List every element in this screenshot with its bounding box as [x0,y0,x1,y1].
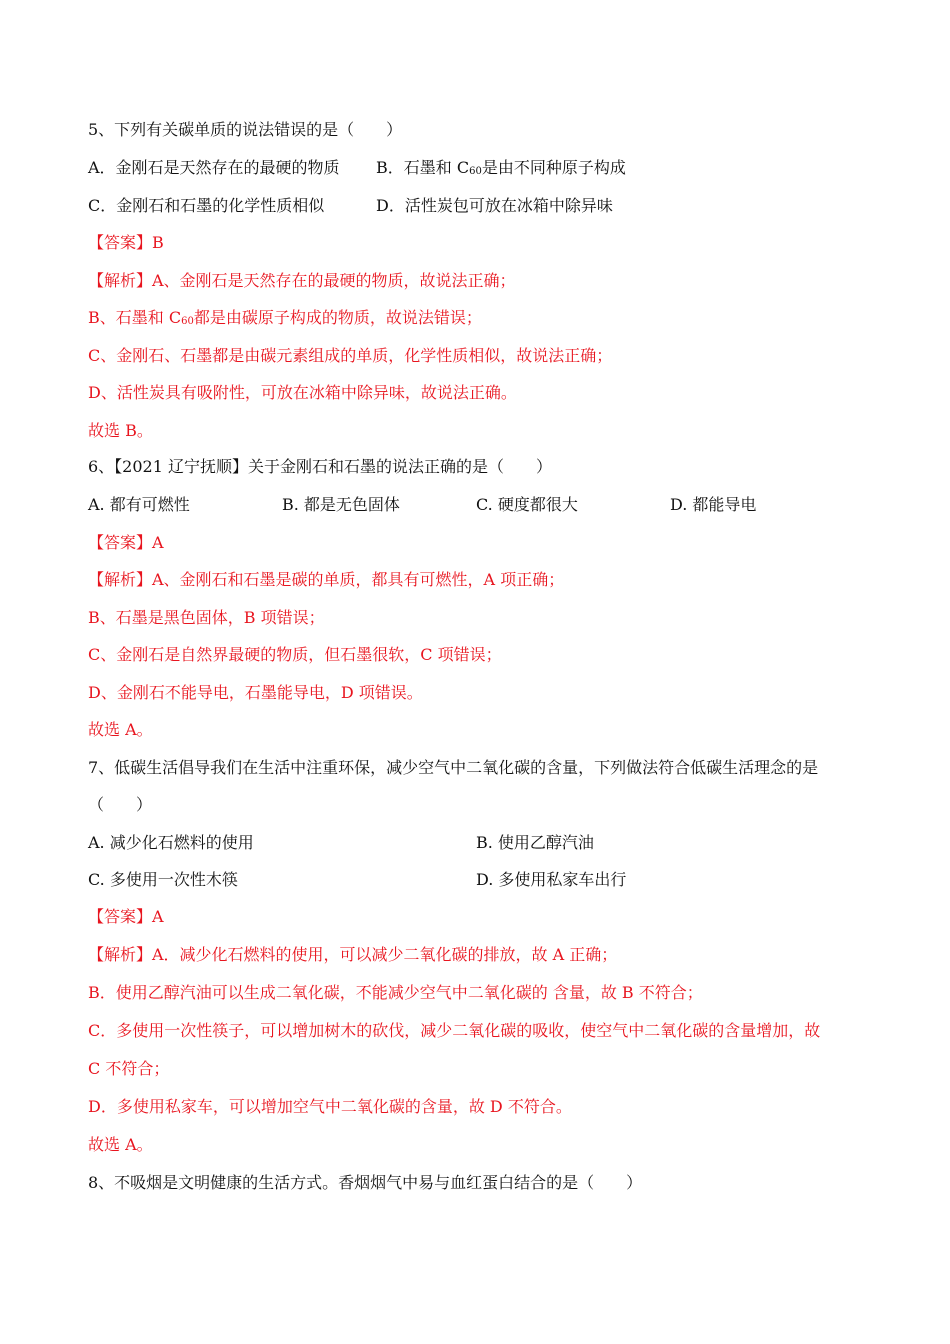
q7-explanation-4: D．多使用私家车，可以增加空气中二氧化碳的含量，故 D 不符合。 [88,1097,572,1116]
q6-choice: 故选 A。 [88,720,153,739]
q5-stem: 5、下列有关碳单质的说法错误的是（ ） [88,120,403,139]
q7-explanation-3: C．多使用一次性筷子，可以增加树木的砍伐，减少二氧化碳的吸收，使空气中二氧化碳的含量增加，故 [88,1021,821,1040]
q8-stem: 8、不吸烟是文明健康的生活方式。香烟烟气中易与血红蛋白结合的是（ ） [88,1173,643,1192]
q7-choice: 故选 A。 [88,1135,153,1154]
q7-option-a: A. 减少化石燃料的使用 [88,833,254,852]
q6-stem: 6、【2021 辽宁抚顺】关于金刚石和石墨的说法正确的是（ ） [88,457,552,476]
q5-option-c: C．金刚石和石墨的化学性质相似 [88,196,325,215]
q5-option-b: B．石墨和 $C_{60}$是由不同种原子构成 [376,158,626,177]
q7-option-c: C. 多使用一次性木筷 [88,870,238,889]
q7-option-b: B. 使用乙醇汽油 [476,833,594,852]
q5-choice: 故选 B。 [88,421,153,440]
q7-answer: 【答案】A [88,907,164,926]
q5-explanation-3: C、金刚石、石墨都是由碳元素组成的单质，化学性质相似，故说法正确； [88,346,613,365]
q7-option-d: D. 多使用私家车出行 [476,870,627,889]
q6-option-c: C. 硬度都很大 [476,495,578,514]
q6-option-d: D. 都能导电 [670,495,757,514]
q5-option-d: D．活性炭包可放在冰箱中除异味 [376,196,613,215]
q6-option-b: B. 都是无色固体 [282,495,400,514]
q7-stem: 7、低碳生活倡导我们在生活中注重环保，减少空气中二氧化碳的含量，下列做法符合低碳生活理念的是 [88,758,819,777]
q7-explanation-2: B．使用乙醇汽油可以生成二氧化碳，不能减少空气中二氧化碳的 含量，故 B 不符合； [88,983,703,1002]
q6-explanation-3: C、金刚石是自然界最硬的物质，但石墨很软，C 项错误； [88,645,502,664]
q7-explanation-1: 【解析】A．减少化石燃料的使用，可以减少二氧化碳的排放，故 A 正确； [88,945,618,964]
q6-explanation-1: 【解析】A、金刚石和石墨是碳的单质，都具有可燃性，A 项正确； [88,570,565,589]
q5-option-a: A．金刚石是天然存在的最硬的物质 [88,158,340,177]
q6-answer: 【答案】A [88,533,164,552]
q5-explanation-1: 【解析】A、金刚石是天然存在的最硬的物质，故说法正确； [88,271,516,290]
q6-explanation-4: D、金刚石不能导电，石墨能导电，D 项错误。 [88,683,423,702]
q7-stem-paren: （ ） [88,795,153,814]
q5-answer: 【答案】B [88,233,164,252]
q5-explanation-2: B、石墨和 $C_{60}$都是由碳原子构成的物质，故说法错误； [88,308,482,327]
q5-explanation-4: D、活性炭具有吸附性，可放在冰箱中除异味，故说法正确。 [88,383,517,402]
q6-explanation-2: B、石墨是黑色固体，B 项错误； [88,608,325,627]
q7-explanation-3b: C 不符合； [88,1059,170,1078]
q6-option-a: A. 都有可燃性 [88,495,190,514]
